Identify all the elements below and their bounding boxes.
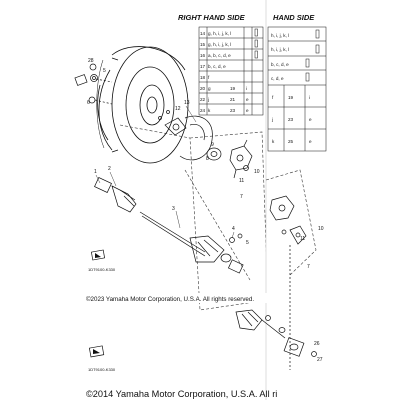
drive-axle [95, 178, 244, 274]
table-cell: g, h, i, j, k, l [208, 31, 232, 36]
callout-2: 2 [108, 166, 111, 172]
callout-12: 12 [175, 106, 181, 112]
callout-10-right: 10 [318, 226, 324, 232]
tire-drawing [97, 47, 188, 163]
table-cell: h, i, j, k, l [271, 33, 290, 38]
table-cell: h, i, j, k, l [271, 47, 290, 52]
table-cell: b, c, d, e [271, 62, 289, 67]
left-top-parts [75, 64, 112, 104]
callout-9: 9 [211, 142, 214, 148]
table-cell: a, b, c, d, e [208, 53, 231, 58]
table-title-right-hand-side: RIGHT HAND SIDE [178, 13, 245, 22]
callout-11: 11 [239, 178, 245, 184]
table-title-hand-side: HAND SIDE [273, 13, 315, 22]
table-cell: k [208, 108, 211, 113]
table-cell: 14 [200, 31, 206, 36]
table-cell: e [309, 117, 312, 122]
copyright-footer: ©2014 Yamaha Motor Corporation, U.S.A. All ri [86, 389, 278, 399]
table-cell: 19 [288, 95, 294, 100]
callout-8: 8 [206, 156, 209, 162]
fwd-arrow-icon-left [91, 250, 104, 260]
table-cell: e [246, 97, 249, 102]
table-cell: g [208, 86, 211, 91]
table-left-rows [200, 31, 249, 113]
table-cell: 15 [200, 42, 206, 47]
table-cell: 19 [230, 86, 236, 91]
callout-10: 10 [254, 169, 260, 175]
callout-7-right: 7 [307, 264, 310, 270]
right-overlay-page [266, 0, 400, 400]
table-cell: 23 [288, 117, 294, 122]
callout-28: 28 [88, 58, 94, 64]
table-cell: i [309, 95, 311, 100]
callout-5a: 5 [103, 68, 106, 74]
callout-4: 4 [232, 226, 235, 232]
table-cell: j [208, 97, 210, 102]
table-cell: f [272, 95, 274, 100]
table-cell: e [309, 139, 312, 144]
table-left-bolt-icons [255, 29, 258, 58]
table-cell: 18 [200, 75, 206, 80]
fwd-arrow-icon-lower [89, 346, 103, 357]
table-cell: 16 [200, 53, 206, 58]
table-cell: b, c, d, e [208, 64, 226, 69]
table-cell: c, d, e [271, 76, 284, 81]
copyright-inner: ©2023 Yamaha Motor Corporation, U.S.A. All rights reserved. [86, 296, 255, 303]
part-code-lower: 1DT9100-K330 [88, 367, 116, 372]
table-cell: 23 [230, 108, 236, 113]
callout-3: 3 [172, 206, 175, 212]
callout-1: 1 [94, 169, 97, 175]
table-cell: 17 [200, 64, 206, 69]
callout-5b: 5 [246, 240, 249, 246]
callout-6: 6 [87, 100, 90, 106]
table-cell: g, h, i, j, k, l [208, 42, 232, 47]
table-cell: j [272, 117, 274, 122]
callout-26: 26 [314, 341, 320, 347]
table-cell: f [208, 75, 210, 80]
callout-7: 7 [240, 194, 243, 200]
table-cell: i [246, 86, 248, 91]
part-code-left: 1DT9100-K330 [88, 267, 116, 272]
callout-13: 13 [184, 100, 190, 106]
callout-27: 27 [317, 357, 323, 363]
table-cell: k [272, 139, 275, 144]
table-cell: 25 [288, 139, 294, 144]
table-cell: 24 [200, 108, 206, 113]
table-cell: e [246, 108, 249, 113]
table-cell: 21 [230, 97, 236, 102]
callout-11-right: 11 [300, 236, 306, 242]
table-cell: 22 [200, 97, 206, 102]
table-cell: 20 [200, 86, 206, 91]
